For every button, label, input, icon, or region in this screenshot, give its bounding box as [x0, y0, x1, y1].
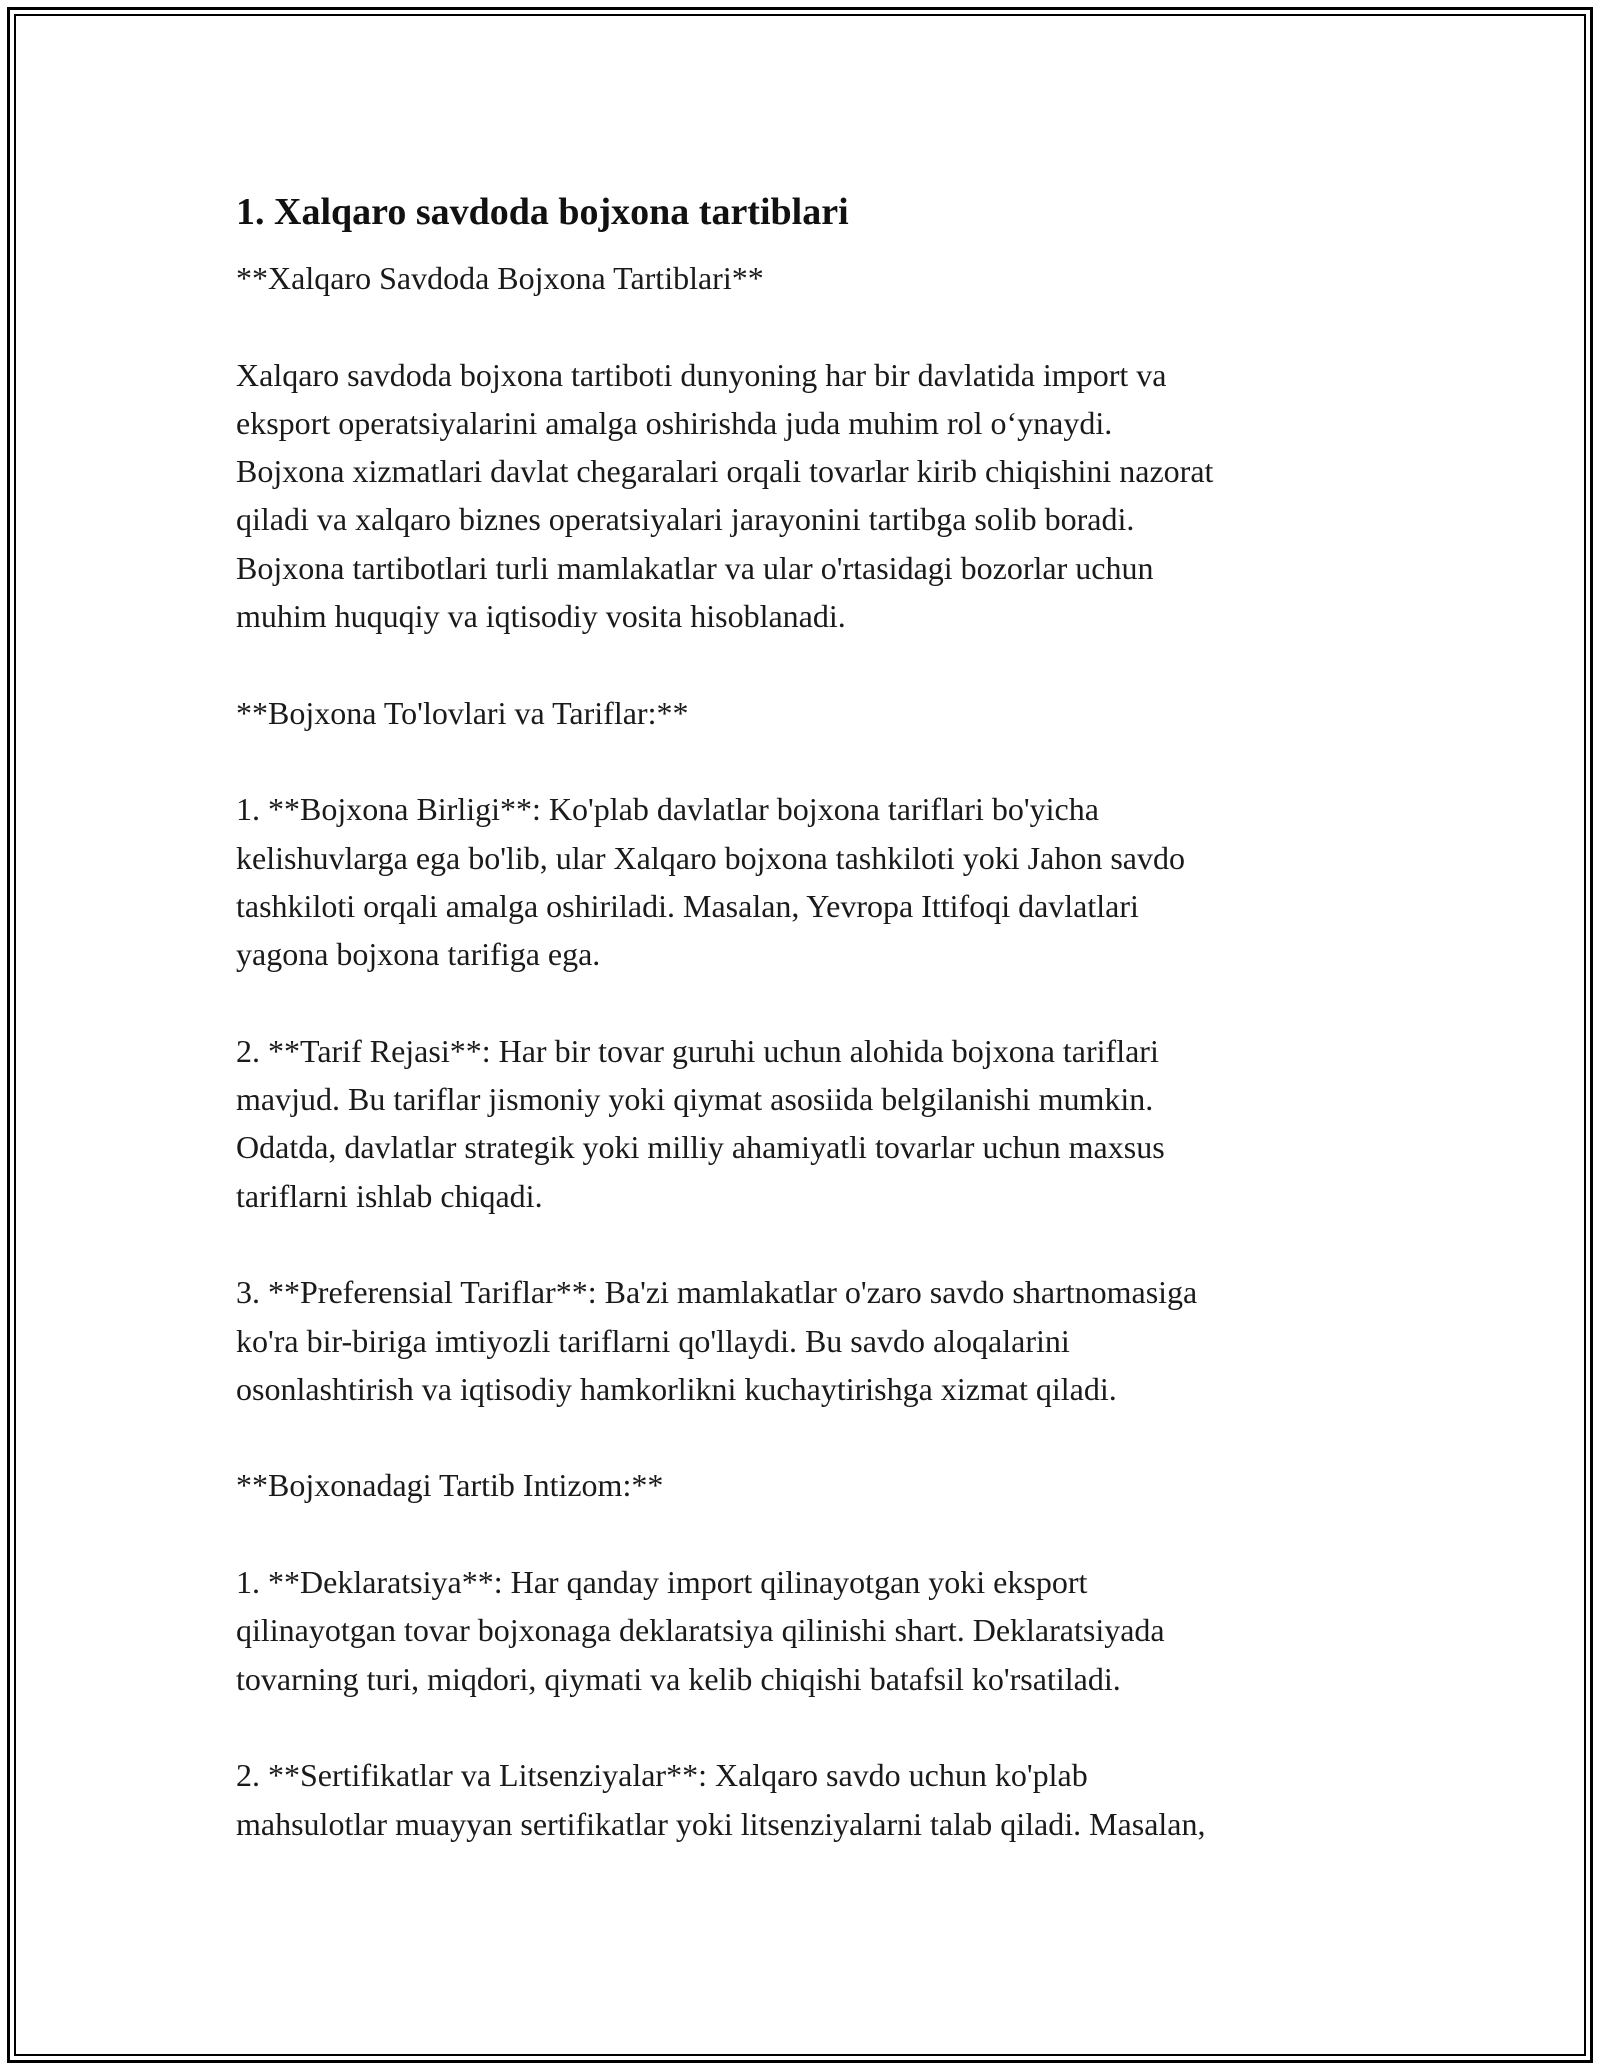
section-heading: 1. Xalqaro savdoda bojxona tartiblari — [236, 191, 849, 233]
text-line: tovarning turi, miqdori, qiymati va kelib chiqishi batafsil ko'rsatiladi. — [236, 1660, 1121, 1697]
text-line: **Xalqaro Savdoda Bojxona Tartiblari** — [236, 260, 764, 296]
paragraph-customs-union — [236, 785, 1396, 978]
text-line: **Bojxona To'lovlari va Tariflar:** — [236, 694, 689, 731]
text-line: 1. **Deklaratsiya**: Har qanday import qilinayotgan yoki eksport — [236, 1564, 1088, 1601]
text-line: tashkiloti orqali amalga oshiriladi. Masalan, Yevropa Ittifoqi davlatlari — [236, 887, 1139, 924]
text-line: kelishuvlarga ega bo'lib, ular Xalqaro bojxona tashkiloti yoki Jahon savdo — [236, 839, 1185, 876]
paragraph-declaration — [236, 1558, 1396, 1703]
paragraph-subtitle — [236, 254, 1396, 302]
text-line: **Bojxonadagi Tartib Intizom:** — [236, 1467, 664, 1504]
paragraph-tariff-plan — [236, 1027, 1396, 1220]
text-line: eksport operatsiyalarini amalga oshirishda juda muhim rol o‘ynaydi. — [236, 404, 1113, 441]
text-line: osonlashtirish va iqtisodiy hamkorlikni kuchaytirishga xizmat qiladi. — [236, 1370, 1117, 1407]
text-line: yagona bojxona tarifiga ega. — [236, 936, 601, 973]
text-line: 2. **Sertifikatlar va Litsenziyalar**: Xalqaro savdo uchun ko'plab — [236, 1757, 1088, 1794]
text-line: muhim huquqiy va iqtisodiy vosita hisoblanadi. — [236, 598, 846, 635]
text-line: 1. **Bojxona Birligi**: Ko'plab davlatlar bojxona tariflari bo'yicha — [236, 791, 1099, 828]
paragraph-intro — [236, 351, 1396, 641]
paragraph-subheading-discipline — [236, 1461, 1396, 1509]
text-line: mavjud. Bu tariflar jismoniy yoki qiymat asosiida belgilanishi mumkin. — [236, 1081, 1154, 1118]
text-line: Bojxona xizmatlari davlat chegaralari orqali tovarlar kirib chiqishini nazorat — [236, 453, 1214, 490]
text-line: qiladi va xalqaro biznes operatsiyalari jarayonini tartibga solib boradi. — [236, 501, 1135, 538]
text-line: 3. **Preferensial Tariflar**: Ba'zi mamlakatlar o'zaro savdo shartnomasiga — [236, 1274, 1198, 1311]
paragraph-preferential-tariffs — [236, 1268, 1396, 1413]
text-line: ko'ra bir-biriga imtiyozli tariflarni qo'llaydi. Bu savdo aloqalarini — [236, 1322, 1070, 1359]
text-line: Xalqaro savdoda bojxona tartiboti dunyoning har bir davlatida import va — [236, 356, 1167, 393]
paragraph-certificates — [236, 1751, 1396, 1848]
text-line: qilinayotgan tovar bojxonaga deklaratsiya qilinishi shart. Deklaratsiyada — [236, 1612, 1165, 1649]
document-body — [236, 188, 1396, 1896]
paragraph-subheading-payments — [236, 689, 1396, 737]
text-line: mahsulotlar muayyan sertifikatlar yoki litsenziyalarni talab qiladi. Masalan, — [236, 1805, 1206, 1842]
text-line: tariflarni ishlab chiqadi. — [236, 1177, 543, 1214]
text-line: 2. **Tarif Rejasi**: Har bir tovar guruhi uchun alohida bojxona tariflari — [236, 1032, 1159, 1069]
text-line: Odatda, davlatlar strategik yoki milliy ahamiyatli tovarlar uchun maxsus — [236, 1129, 1165, 1166]
text-line: Bojxona tartibotlari turli mamlakatlar va ular o'rtasidagi bozorlar uchun — [236, 549, 1154, 586]
